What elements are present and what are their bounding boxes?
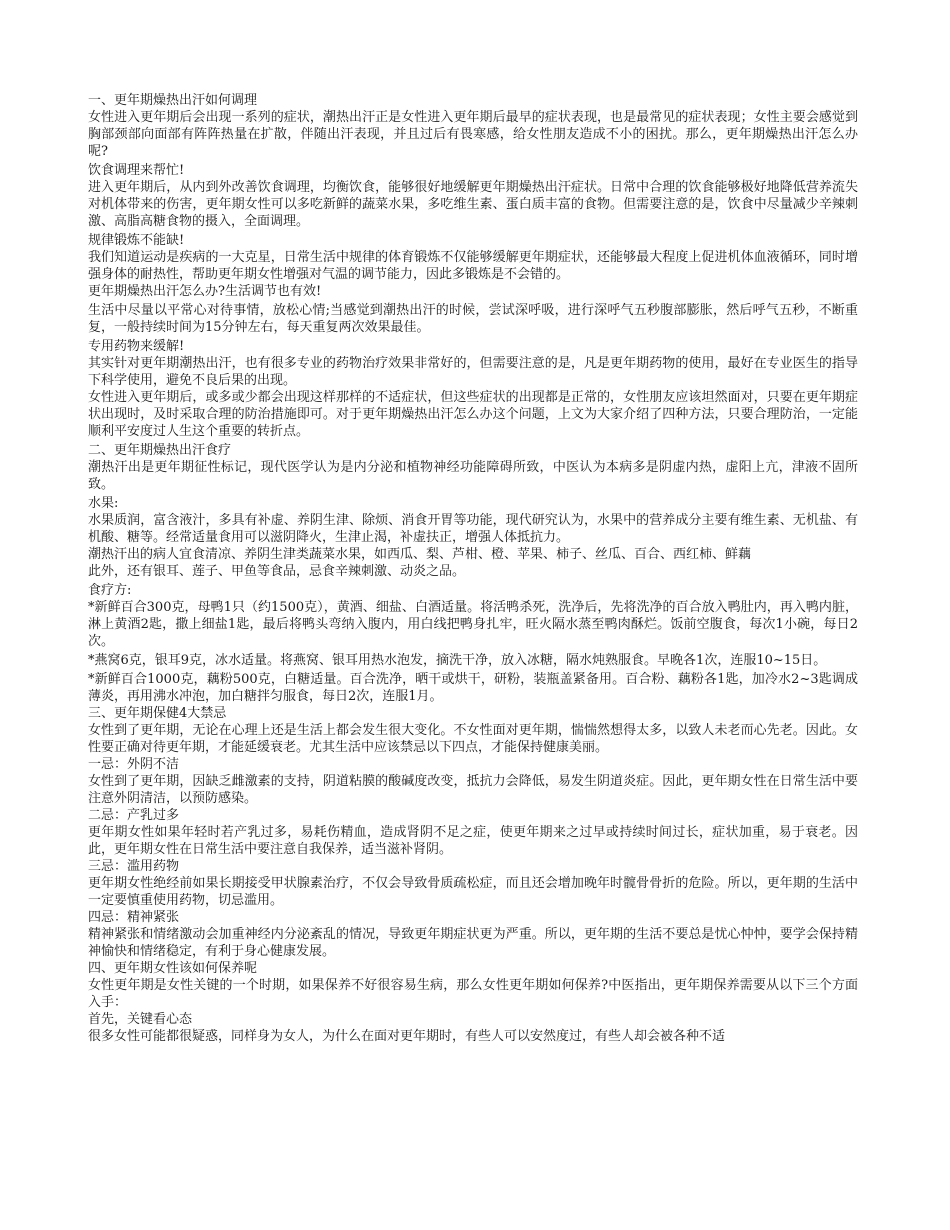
paragraph-1: 女性进入更年期后会出现一系列的症状，潮热出汗正是女性进入更年期后最早的症状表现，也是最常见的症状表现；女性主要会感觉到胸部颈部向面部有阵阵热量在扩散，伴随出汗表现，并且过后有畏寒感，给女性朋友造成不小的困扰。那么，更年期燥热出汗怎么办呢? [88,110,858,159]
paragraph-27: 三忌：滥用药物 [88,859,180,874]
paragraph-16: 此外，还有银耳、莲子、甲鱼等食品，忌食辛辣刺激、动炎之品。 [88,564,466,579]
paragraph-13: 水果: [88,496,119,511]
paragraph-26: 更年期女性如果年轻时若产乳过多，易耗伤精血，造成肾阴不足之症，使更年期来之过早或持续时间过长，症状加重，易于衰老。因此，更年期女性在日常生活中要注意自我保养，适当滋补肾阴。 [88,825,858,857]
paragraph-33: 首先，关键看心态 [88,1012,193,1027]
paragraph-0: 一、更年期燥热出汗如何调理 [88,93,258,108]
paragraph-31: 四、更年期女性该如何保养呢 [88,961,258,976]
paragraph-10: 女性进入更年期后，或多或少都会出现这样那样的不适症状，但这些症状的出现都是正常的，女性朋友应该坦然面对，只要在更年期症状出现时，及时采取合理的防治措施即可。对于更年期燥热出汗怎么办这个问题，上文为大家介绍了四种方法，只要合理防治，一定能顺利平安度过人生这个重要的转折点。 [88,390,858,439]
paragraph-15: 潮热汗出的病人宜食清凉、养阴生津类蔬菜水果，如西瓜、梨、芦柑、橙、苹果、柿子、丝瓜、百合、西红柿、鲜藕 [88,547,752,562]
paragraph-30: 精神紧张和情绪激动会加重神经内分泌紊乱的情况，导致更年期症状更为严重。所以，更年期的生活不要总是忧心忡忡，要学会保持精神愉快和情绪稳定，有利于身心健康发展。 [88,927,858,959]
paragraph-17: 食疗方: [88,583,132,598]
paragraph-19: *燕窝6克，银耳9克，冰水适量。将燕窝、银耳用热水泡发，摘洗干净，放入冰糖，隔水炖熟服食。早晚各1次，连服10~15日。 [88,653,827,668]
paragraph-4: 规律锻炼不能缺! [88,233,185,248]
paragraph-28: 更年期女性绝经前如果长期接受甲状腺素治疗，不仅会导致骨质疏松症，而且还会增加晚年时髋骨骨折的危险。所以，更年期的生活中一定要慎重使用药物，切忌滥用。 [88,876,858,908]
paragraph-21: 三、更年期保健4大禁忌 [88,706,227,721]
paragraph-6: 更年期燥热出汗怎么办?生活调节也有效! [88,284,322,299]
paragraph-29: 四忌：精神紧张 [88,910,180,925]
paragraph-11: 二、更年期燥热出汗食疗 [88,443,232,458]
paragraph-9: 其实针对更年期潮热出汗，也有很多专业的药物治疗效果非常好的，但需要注意的是，凡是更年期药物的使用，最好在专业医生的指导下科学使用，避免不良后果的出现。 [88,356,858,388]
paragraph-24: 女性到了更年期，因缺乏雌激素的支持，阴道粘膜的酸碱度改变，抵抗力会降低，易发生阴道炎症。因此，更年期女性在日常生活中要注意外阴清洁，以预防感染。 [88,774,858,806]
paragraph-12: 潮热汗出是更年期征性标记，现代医学认为是内分泌和植物神经功能障碍所致，中医认为本病多是阴虚内热，虚阳上亢，津液不固所致。 [88,460,858,492]
paragraph-23: 一忌：外阴不洁 [88,757,180,772]
document-page [88,92,858,1045]
paragraph-2: 饮食调理来帮忙! [88,163,185,178]
paragraph-5: 我们知道运动是疾病的一大克星，日常生活中规律的体育锻炼不仅能够缓解更年期症状，还能够最大程度上促进机体血液循环，同时增强身体的耐热性，帮助更年期女性增强对气温的调节能力，因此多锻炼是不会错的。 [88,250,858,282]
paragraph-18: *新鲜百合300克，母鸭1只（约1500克），黄酒、细盐、白酒适量。将活鸭杀死，洗净后，先将洗净的百合放入鸭肚内，再入鸭内脏，淋上黄酒2匙，撒上细盐1匙，最后将鸭头弯纳入腹内，用白线把鸭身扎牢，旺火隔水蒸至鸭肉酥烂。饭前空腹食，每次1小碗，每日2次。 [88,600,858,649]
paragraph-8: 专用药物来缓解! [88,339,185,354]
paragraph-32: 女性更年期是女性关键的一个时期，如果保养不好很容易生病，那么女性更年期如何保养?中医指出，更年期保养需要从以下三个方面入手： [88,978,858,1010]
paragraph-22: 女性到了更年期，无论在心理上还是生活上都会发生很大变化。不女性面对更年期，惴惴然想得太多，以致人未老而心先老。因此。女性要正确对待更年期，才能延缓衰老。尤其生活中应该禁忌以下四点，才能保持健康美丽。 [88,723,858,755]
paragraph-3: 进入更年期后，从内到外改善饮食调理，均衡饮食，能够很好地缓解更年期燥热出汗症状。日常中合理的饮食能够极好地降低营养流失对机体带来的伤害，更年期女性可以多吃新鲜的蔬菜水果，多吃维生素、蛋白质丰富的食物。但需要注意的是，饮食中尽量减少辛辣刺激、高脂高糖食物的摄入，全面调理。 [88,180,858,229]
paragraph-20: *新鲜百合1000克，藕粉500克，白糖适量。百合洗净，晒干或烘干，研粉，装瓶盖紧备用。百合粉、藕粉各1匙，加冷水2~3匙调成薄炎，再用沸水冲泡，加白糖拌匀服食，每日2次，连服1月。 [88,672,858,704]
paragraph-7: 生活中尽量以平常心对待事情，放松心情;当感觉到潮热出汗的时候，尝试深呼吸，进行深呼气五秒腹部膨胀，然后呼气五秒，不断重复，一般持续时间为15分钟左右，每天重复两次效果最佳。 [88,303,858,335]
paragraph-25: 二忌：产乳过多 [88,808,180,823]
paragraph-14: 水果质润，富含液汁，多具有补虚、养阴生津、除烦、消食开胃等功能，现代研究认为，水果中的营养成分主要有维生素、无机盐、有机酸、糖等。经常适量食用可以滋阴降火，生津止渴，补虚扶正，增强人体抵抗力。 [88,513,858,545]
paragraph-34: 很多女性可能都很疑惑，同样身为女人，为什么在面对更年期时，有些人可以安然度过，有些人却会被各种不适 [88,1029,726,1044]
